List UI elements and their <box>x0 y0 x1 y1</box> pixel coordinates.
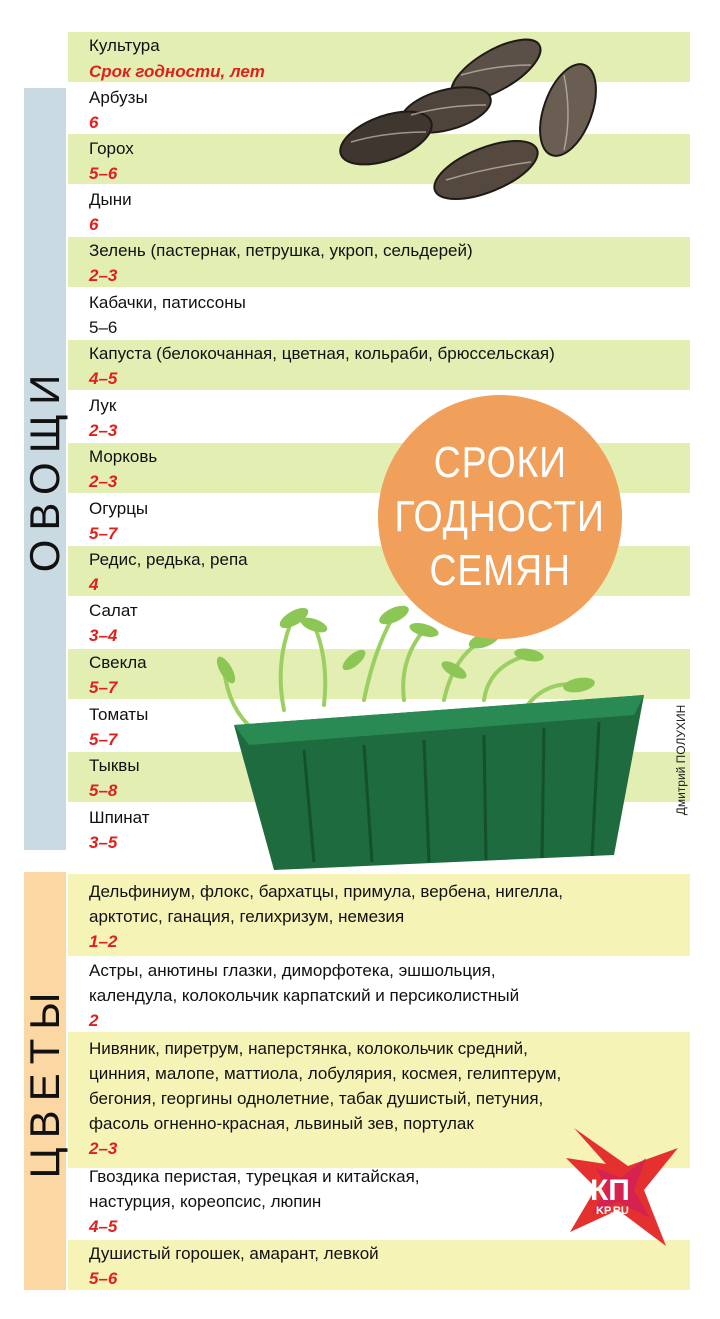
vegetable-years: 4–5 <box>89 369 118 388</box>
flower-row <box>89 958 679 1034</box>
vegetable-name: Свекла <box>89 653 147 672</box>
flower-years: 2 <box>89 1011 99 1030</box>
flower-names: цинния, малопе, маттиола, лобулярия, космея, гелиптерум, <box>89 1064 562 1083</box>
vegetable-name: Кабачки, патиссоны <box>89 293 246 312</box>
flower-names: Гвоздика перистая, турецкая и китайская, <box>89 1167 420 1186</box>
vegetable-name: Лук <box>89 396 117 415</box>
title-badge <box>378 395 622 639</box>
vegetables-label: ОВОЩИ <box>21 365 68 573</box>
flower-names: Дельфиниум, флокс, бархатцы, примула, вербена, нигелла, <box>89 882 564 901</box>
vegetable-name: Морковь <box>89 447 158 466</box>
flower-row <box>89 1241 679 1292</box>
seedling-tray-image <box>214 600 654 870</box>
flowers-tab <box>21 872 68 1290</box>
flower-years: 2–3 <box>89 1139 118 1158</box>
flower-names: бегония, георгины однолетние, табак душистый, петуния, <box>89 1089 544 1108</box>
seeds-image <box>336 30 604 200</box>
shelf-life-header: Срок годности, лет <box>89 62 265 81</box>
vegetable-years: 3–5 <box>89 833 118 852</box>
vegetable-name: Капуста (белокочанная, цветная, кольраби, брюссельская) <box>89 344 555 363</box>
flower-row <box>89 879 679 955</box>
flower-names: Душистый горошек, амарант, левкой <box>89 1244 379 1263</box>
flower-names: Нивяник, пиретрум, наперстянка, колокольчик средний, <box>89 1039 528 1058</box>
vegetable-years: 5–6 <box>89 318 118 337</box>
vegetable-years: 2–3 <box>89 421 118 440</box>
flower-years: 1–2 <box>89 932 118 951</box>
vegetable-years: 2–3 <box>89 472 118 491</box>
vegetable-name: Редис, редька, репа <box>89 550 248 569</box>
vegetables-tab <box>21 88 68 850</box>
vegetable-years: 5–7 <box>89 524 118 543</box>
kp-logo <box>566 1128 678 1246</box>
vegetable-years: 4 <box>89 575 99 594</box>
vegetable-name: Дыни <box>89 190 132 209</box>
culture-header: Культура <box>89 36 160 55</box>
flowers-label: ЦВЕТЫ <box>21 983 68 1179</box>
vegetable-row <box>89 290 679 341</box>
flower-names: арктотис, ганация, гелихризум, немезия <box>89 907 405 926</box>
flower-years: 5–6 <box>89 1269 118 1288</box>
flower-names: Астры, анютины глазки, диморфотека, эшшольция, <box>89 961 496 980</box>
flower-names: фасоль огненно-красная, львиный зев, портулак <box>89 1114 474 1133</box>
title-line-3: СЕМЯН <box>429 546 571 595</box>
photo-credit: Дмитрий ПОЛУХИН <box>674 704 688 816</box>
vegetable-name: Шпинат <box>89 808 150 827</box>
vegetable-name: Горох <box>89 139 134 158</box>
logo-subtext: KP.RU <box>596 1205 629 1217</box>
vegetable-name: Салат <box>89 601 138 620</box>
logo-text: КП <box>590 1174 630 1207</box>
vegetable-name: Тыквы <box>89 756 140 775</box>
vegetable-years: 5–7 <box>89 678 118 697</box>
vegetable-years: 6 <box>89 113 99 132</box>
vegetable-years: 5–8 <box>89 781 118 800</box>
vegetable-years: 6 <box>89 215 99 234</box>
flower-names: календула, колокольчик карпатский и персиколистный <box>89 986 520 1005</box>
vegetable-years: 2–3 <box>89 266 118 285</box>
vegetable-row <box>89 341 679 392</box>
vegetable-name: Томаты <box>89 705 149 724</box>
flower-names: настурция, кореопсис, люпин <box>89 1192 322 1211</box>
vegetable-name: Арбузы <box>89 88 148 107</box>
vegetable-years: 3–4 <box>89 626 118 645</box>
title-line-2: ГОДНОСТИ <box>394 492 606 541</box>
title-line-1: СРОКИ <box>433 438 567 487</box>
vegetable-row <box>89 238 679 289</box>
vegetable-years: 5–7 <box>89 730 118 749</box>
vegetable-years: 5–6 <box>89 164 118 183</box>
flower-years: 4–5 <box>89 1217 118 1236</box>
vegetable-name: Огурцы <box>89 499 149 518</box>
vegetable-name: Зелень (пастернак, петрушка, укроп, сельдерей) <box>89 241 473 260</box>
